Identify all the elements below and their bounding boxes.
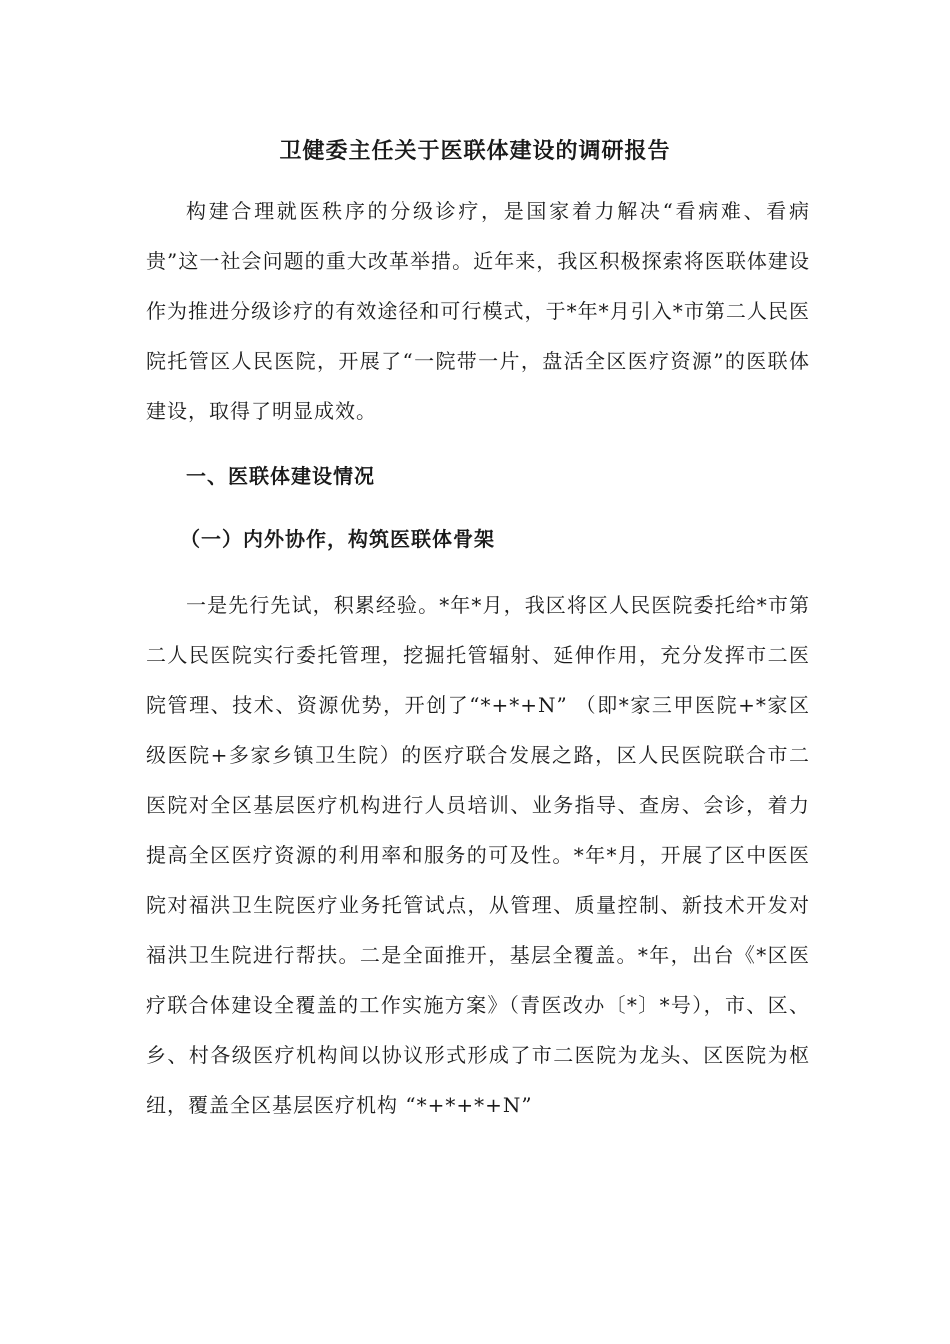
body-paragraph xyxy=(146,580,810,1130)
intro-paragraph xyxy=(146,186,810,436)
paragraph-text: 一是先行先试，积累经验。*年*月，我区将区人民医院委托给*市第二人民医院实行委托管理，挖掘托管辐射、延伸作用，充分发挥市二医院管理、技术、资源优势，开创了“*+*+N” （即*家三甲医院+*家区级医院+多家乡镇卫生院）的医疗联合发展之路，区人民医院联合市二医院对全区基层医疗机构进行人员培训、业务指导、查房、会诊，着力提高全区医疗资源的利用率和服务的可及性。*年*月，开展了区中医医院对福洪卫生院医疗业务托管试点，从管理、质量控制、新技术开发对福洪卫生院进行帮扶。二是全面推开，基层全覆盖。*年，出台《*区医疗联合体建设全覆盖的工作实施方案》（青医改办〔*〕*号），市、区、乡、村各级医疗机构间以协议形式形成了市二医院为龙头、区医院为枢纽，覆盖全区基层医疗机构 “*+*+*+N” xyxy=(146,593,810,1117)
section-heading: 一、医联体建设情况 xyxy=(186,464,375,488)
subsection-heading: （一）内外协作，构筑医联体骨架 xyxy=(180,527,495,551)
intro-text: 构建合理就医秩序的分级诊疗，是国家着力解决“看病难、看病贵”这一社会问题的重大改革举措。近年来，我区积极探索将医联体建设作为推进分级诊疗的有效途径和可行模式，于*年*月引入*市第二人民医院托管区人民医院，开展了“一院带一片，盘活全区医疗资源”的医联体建设，取得了明显成效。 xyxy=(146,199,810,423)
document-title: 卫健委主任关于医联体建设的调研报告 xyxy=(279,138,671,164)
